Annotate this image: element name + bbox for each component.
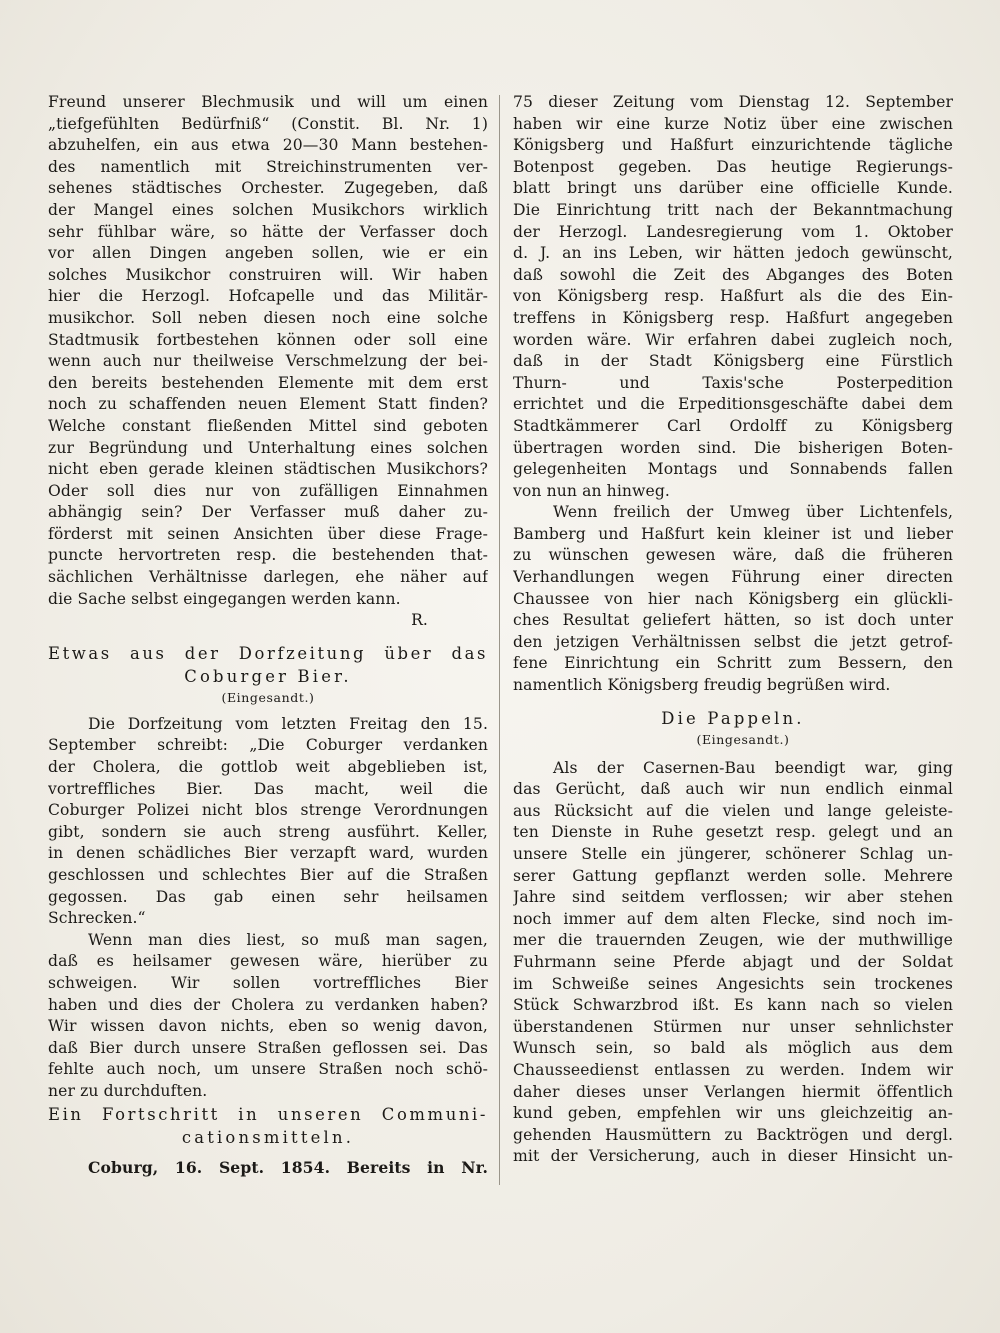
text-line: Coburger Polizei nicht blos strenge Verordnungen xyxy=(48,801,488,820)
article-title: cationsmitteln. xyxy=(181,1127,355,1147)
text-line: ches Resultat geliefert hätten, so ist doch unter xyxy=(513,611,953,630)
text-line: vortreffliches Bier. Das macht, weil die xyxy=(48,779,488,798)
text-line: blatt bringt uns darüber eine officielle Kunde. xyxy=(513,179,953,198)
text-line: namentlich Königsberg freudig begrüßen wird. xyxy=(513,676,891,695)
text-line: Stadtmusik fortbestehen können oder soll eine xyxy=(48,330,488,349)
text-line: unsere Stelle ein jüngerer, schönerer Schlag un- xyxy=(513,845,953,863)
article-subtitle: (Eingesandt.) xyxy=(696,731,790,747)
text-line: daß in der Stadt Königsberg eine Fürstlich xyxy=(513,352,953,371)
text-line: von Königsberg resp. Haßfurt als die des Ein- xyxy=(513,287,953,306)
text-line: worden wäre. Wir erfahren dabei zugleich noch, xyxy=(513,330,953,349)
text-line: Welche constant fließenden Mittel sind geboten xyxy=(48,416,488,435)
text-line: Jahre sind seitdem verflossen; wir aber stehen xyxy=(513,888,953,907)
text-line: Freund unserer Blechmusik und will um einen xyxy=(48,93,488,111)
text-line: Wenn freilich der Umweg über Lichtenfels, xyxy=(553,503,953,522)
text-line: von nun an hinweg. xyxy=(513,481,670,500)
text-line: Schrecken.“ xyxy=(48,909,146,928)
text-line: die Sache selbst eingegangen werden kann. xyxy=(48,589,401,608)
article-title: Etwas aus der Dorfzeitung über das xyxy=(48,643,488,663)
text-line: ten Dienste in Ruhe gesetzt resp. gelegt und an xyxy=(513,823,953,842)
text-line: schweigen. Wir sollen vortreffliches Bier xyxy=(48,973,488,992)
text-line: in denen schädliches Bier verzapft ward, wurden xyxy=(48,844,488,863)
text-line: sächlichen Verhältnisse darlegen, ehe näher auf xyxy=(48,568,488,587)
text-line: solches Musikchor construiren will. Wir haben xyxy=(48,265,488,284)
text-line: d. J. an ins Leben, wir hätten jedoch gewünscht, xyxy=(513,244,953,263)
article-title: Die Pappeln. xyxy=(661,708,805,728)
text-line: Thurn- und Taxis'sche Posterpedition xyxy=(513,373,953,392)
text-line: haben wir eine kurze Notiz über eine zwischen xyxy=(513,114,953,133)
text-line: 75 dieser Zeitung vom Dienstag 12. September xyxy=(513,93,953,111)
article-dorfzeitung xyxy=(48,642,488,1103)
text-line: aus Rücksicht auf die vielen und lange geleiste- xyxy=(513,801,953,820)
text-line: Die Dorfzeitung vom letzten Freitag den 15. xyxy=(88,714,488,733)
text-line: das Gerücht, daß auch wir nun endlich einmal xyxy=(513,780,953,799)
right-column xyxy=(513,92,953,1168)
text-line: Fuhrmann seine Pferde abjagt und der Soldat xyxy=(513,952,953,971)
text-line: gehenden Hausmüttern zu Backtrögen und dergl. xyxy=(513,1125,953,1144)
text-line: Die Einrichtung tritt nach der Bekanntmachung xyxy=(513,200,953,219)
text-line: gegossen. Das gab einen sehr heilsamen xyxy=(48,887,488,906)
text-line: den jetzigen Verhältnissen selbst die jetzt getrof- xyxy=(513,632,953,651)
text-line: Botenpost gegeben. Das heutige Regierungs- xyxy=(513,157,953,176)
text-line: daher dieses unser Verlangen hiermit öffentlich xyxy=(513,1082,953,1101)
text-line: Als der Casernen-Bau beendigt war, ging xyxy=(553,758,953,777)
dateline: Coburg, 16. Sept. 1854. Bereits in Nr. xyxy=(88,1157,488,1177)
left-column xyxy=(48,92,488,1178)
article-subtitle: (Eingesandt.) xyxy=(221,689,315,705)
text-line: haben und dies der Cholera zu verdanken haben? xyxy=(48,995,488,1014)
text-line: daß sowohl die Zeit des Abganges des Boten xyxy=(513,265,953,284)
article-blechmusik-para xyxy=(48,92,488,632)
text-line: gibt, sondern sie auch streng ausführt. Keller, xyxy=(48,822,488,841)
text-line: puncte hervortreten resp. die bestehenden that- xyxy=(48,546,488,565)
text-line: errichtet und die Erpeditionsgeschäfte dabei dem xyxy=(513,395,953,414)
text-line: förderst mit seinen Ansichten über diese Frage- xyxy=(48,524,488,543)
text-line: Wenn man dies liest, so muß man sagen, xyxy=(88,930,488,949)
text-line: fehlte auch noch, um unsere Straßen noch schö- xyxy=(48,1060,488,1079)
text-line: mer die trauernden Zeugen, wie der muthwillige xyxy=(513,931,953,950)
text-line: Bamberg und Haßfurt kein kleiner ist und lieber xyxy=(513,524,953,543)
text-line: „tiefgefühlten Bedürfniß“ (Constit. Bl. Nr. 1) xyxy=(48,114,488,133)
text-line: des namentlich mit Streichinstrumenten ver- xyxy=(48,157,488,176)
text-line: zu wünschen gewesen wäre, daß die früheren xyxy=(513,546,953,565)
text-line: der Mangel eines solchen Musikchors wirklich xyxy=(48,200,488,219)
article-fortschritt xyxy=(48,1103,488,1179)
text-line: noch immer auf dem alten Flecke, sind noch im- xyxy=(513,909,953,928)
text-line: Oder soll dies nur von zufälligen Einnahmen xyxy=(48,481,488,500)
text-line: nicht eben gerade kleinen städtischen Musikchors? xyxy=(48,460,488,479)
author-signature: R. xyxy=(411,611,428,630)
text-line: serer Gattung gepflanzt werden solle. Mehrere xyxy=(513,866,953,885)
text-line: Stadtkämmerer Carl Ordolff zu Königsberg xyxy=(513,416,953,435)
text-line: Königsberg und Haßfurt einzurichtende tägliche xyxy=(513,136,953,155)
text-line: sehr fühlbar wäre, so hätte der Verfasser doch xyxy=(48,222,488,241)
text-line: daß Bier durch unsere Straßen geflossen sei. Das xyxy=(48,1038,488,1057)
text-line: Stück Schwarzbrod ißt. Es kann nach so vielen xyxy=(513,996,953,1015)
text-line: fene Einrichtung ein Schritt zum Bessern, den xyxy=(513,654,953,673)
text-line: hier die Herzogl. Hofcapelle und das Militär- xyxy=(48,287,488,306)
article-fortschritt-continued xyxy=(513,92,953,697)
text-line: im Schweiße seines Angesichts sein trockenes xyxy=(513,974,953,993)
text-line: überstandenen Stürmen nur unser sehnlichster xyxy=(513,1017,953,1036)
text-line: musikchor. Soll neben diesen noch eine solche xyxy=(48,308,488,327)
text-line: noch zu schaffenden neuen Element Statt finden? xyxy=(48,395,488,414)
text-line: Wir wissen davon nichts, eben so wenig davon, xyxy=(48,1017,488,1036)
text-line: abhängig sein? Der Verfasser muß daher zu- xyxy=(48,503,488,522)
text-line: mit der Versicherung, auch in dieser Hinsicht un- xyxy=(513,1147,953,1166)
text-line: wenn auch nur theilweise Verschmelzung der bei- xyxy=(48,352,488,371)
column-divider xyxy=(499,95,500,1185)
text-line: Wunsch sein, so bald als möglich aus dem xyxy=(513,1039,953,1058)
text-line: zur Begründung und Unterhaltung eines solchen xyxy=(48,438,488,457)
text-line: gelegenheiten Montags und Sonnabends fallen xyxy=(513,460,953,479)
text-line: der Cholera, die gottlob weit abgeblieben ist, xyxy=(48,758,488,777)
text-line: Verhandlungen wegen Führung einer directen xyxy=(513,568,953,587)
text-line: sehenes städtisches Orchester. Zugegeben, daß xyxy=(48,179,488,198)
text-line: Chausseedienst entlassen zu werden. Indem wir xyxy=(513,1060,953,1079)
text-line: vor allen Dingen angeben sollen, wie er ein xyxy=(48,244,488,263)
text-line: daß es heilsamer gewesen wäre, hierüber zu xyxy=(48,952,488,971)
article-title: Ein Fortschritt in unseren Communi- xyxy=(48,1104,488,1124)
article-title: Coburger Bier. xyxy=(184,666,352,686)
text-line: ner zu durchduften. xyxy=(48,1081,208,1100)
text-line: den bereits bestehenden Elemente mit dem erst xyxy=(48,373,488,392)
text-line: der Herzogl. Landesregierung vom 1. Oktober xyxy=(513,222,953,241)
text-line: geschlossen und schlechtes Bier auf die Straßen xyxy=(48,866,488,884)
text-line: übertragen worden sind. Die bisherigen Boten- xyxy=(513,438,953,457)
text-line: kund geben, empfehlen wir uns gleichzeitig an- xyxy=(513,1104,953,1123)
text-line: treffens in Königsberg resp. Haßfurt angegeben xyxy=(513,308,953,327)
text-line: September schreibt: „Die Coburger verdanken xyxy=(48,736,488,755)
text-line: Chaussee von hier nach Königsberg ein glückli- xyxy=(513,589,953,608)
article-pappeln xyxy=(513,707,953,1168)
text-line: abzuhelfen, ein aus etwa 20—30 Mann bestehen- xyxy=(48,136,488,155)
